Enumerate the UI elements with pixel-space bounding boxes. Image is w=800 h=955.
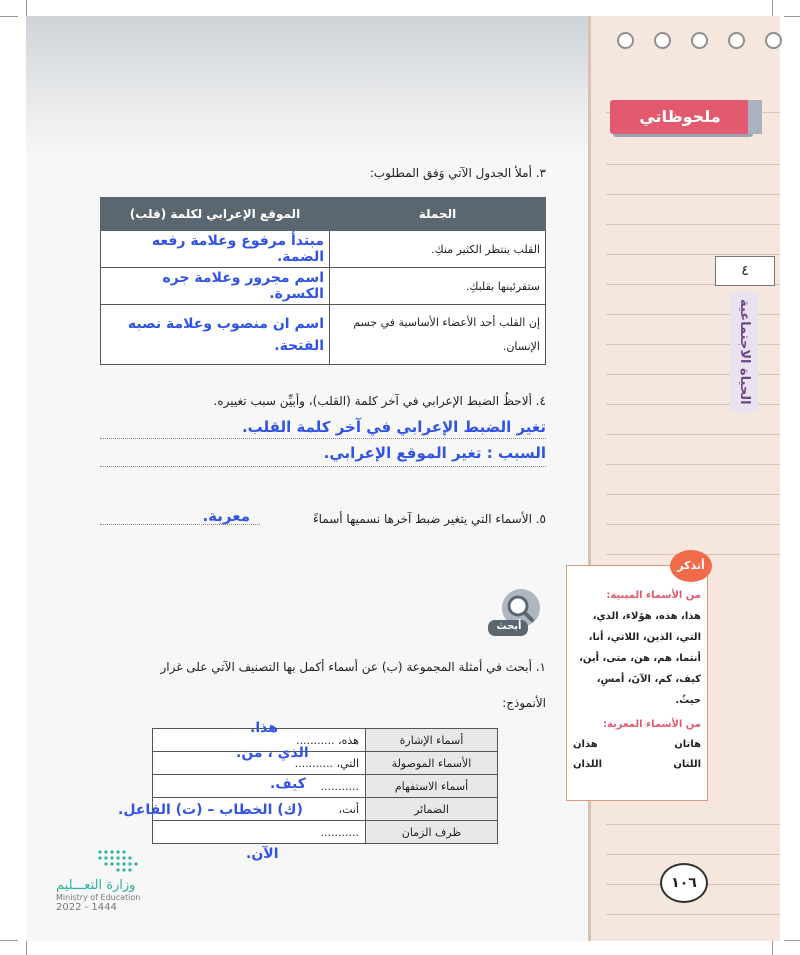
- category-cell: أسماء الإشارة: [366, 729, 498, 752]
- header-gradient: [26, 16, 588, 156]
- remember-box: [566, 565, 708, 801]
- given-cell: هذه، ...........: [153, 729, 366, 752]
- unit-name-tab: الحياة الاجتماعية: [730, 292, 758, 412]
- question-5-answer[interactable]: معربة.: [202, 507, 250, 525]
- category-cell: ظرف الزمان: [366, 821, 498, 844]
- answer-pronouns[interactable]: (ك) الخطاب – (ت) الفاعل.: [118, 802, 303, 818]
- category-cell: الأسماء الموصولة: [366, 752, 498, 775]
- question-5-title: ٥. الأسماء التي يتغير ضبط آخرها نسميها أسماءً: [312, 512, 546, 526]
- parsing-table: [100, 197, 546, 365]
- notes-title: ملحوظاتي: [610, 100, 750, 134]
- given-cell: ...........: [153, 775, 366, 798]
- ministry-name-arabic: وزارة التعـــليم: [56, 878, 136, 893]
- search-question-line-2: الأنموذج:: [502, 696, 546, 710]
- ministry-name-english: Ministry of Education: [56, 893, 141, 902]
- binder-hole: [728, 32, 745, 49]
- sentence-cell: ستقرئينها بقلبكِ.: [330, 268, 546, 305]
- table-row: [153, 821, 498, 844]
- notes-margin: [588, 16, 780, 941]
- search-badge-label: أبحث: [496, 621, 522, 632]
- question-3-title: ٣. أملأ الجدول الآتي وَفق المطلوب:: [369, 166, 546, 180]
- classification-table: [152, 728, 498, 844]
- answer-cell[interactable]: مبتدأ مرفوع وعلامة رفعه الضمة.: [101, 231, 330, 268]
- category-cell: الضمائر: [366, 798, 498, 821]
- answer-cell[interactable]: اسم مجرور وعلامة جره الكسرة.: [101, 268, 330, 305]
- ministry-logo: [56, 848, 166, 913]
- unit-number: ٤: [715, 256, 775, 286]
- category-cell: أسماء الاستفهام: [366, 775, 498, 798]
- declined-pair: هاتان هذان: [573, 739, 701, 750]
- question-4-answer-line-1[interactable]: تغير الضبط الإعرابي في آخر كلمة القلب.: [241, 418, 546, 436]
- question-4-answer-line-2[interactable]: السبب : تغير الموقع الإعرابي.: [323, 444, 546, 462]
- declined-names-title: من الأسماء المعربة:: [602, 719, 701, 730]
- binder-hole: [765, 32, 782, 49]
- answer-demonstrative[interactable]: هذا.: [250, 720, 278, 736]
- answer-interrogative[interactable]: كيف.: [270, 776, 306, 792]
- table-row: [101, 231, 546, 268]
- binder-hole: [654, 32, 671, 49]
- built-names-list: هذا، هذه، هؤلاء، الذي، التي، الذين، اللاتي، أنا، أنتما، هم، هن، متى، أين، كيف، كم، الآنَ، أمسِ، حيثُ.: [579, 611, 701, 706]
- sentence-cell: إن القلب أحد الأعضاء الأساسية في جسم الإنسان.: [330, 305, 546, 365]
- sentence-cell: القلب ينتظر الكثير منكِ.: [330, 231, 546, 268]
- page-number: ١٠٦: [660, 863, 708, 903]
- answer-relative[interactable]: الذي ، من.: [236, 745, 309, 761]
- binder-hole: [617, 32, 634, 49]
- table-row: [101, 305, 546, 365]
- table-row: [153, 775, 498, 798]
- given-cell: التي، ...........: [153, 752, 366, 775]
- table-row: [101, 268, 546, 305]
- question-4-title: ٤. ألاحظُ الضبط الإعرابي في آخر كلمة (القلب)، وأبيِّن سبب تغييره.: [213, 394, 546, 408]
- column-header-position: الموقع الإعرابي لكلمة (قلب): [101, 198, 330, 231]
- table-row: [153, 729, 498, 752]
- given-cell: ...........: [153, 821, 366, 844]
- ministry-emblem-icon: [96, 848, 182, 878]
- built-names-title: من الأسماء المبنية:: [606, 590, 701, 601]
- answer-cell[interactable]: اسم ان منصوب وعلامة نصبه الفتحة.: [101, 305, 330, 365]
- remember-badge: أتذكر: [670, 550, 712, 582]
- answer-time-adverb[interactable]: الآن.: [246, 846, 279, 862]
- table-row: [153, 752, 498, 775]
- column-header-sentence: الجملة: [330, 198, 546, 231]
- given-cell: أنت،: [153, 798, 366, 821]
- binder-hole: [691, 32, 708, 49]
- search-question-line-1: ١. أبحث في أمثلة المجموعة (ب) عن أسماء أكمل بها التصنيف الآتي على غرار: [160, 660, 546, 674]
- edition-year: 2022 - 1444: [56, 902, 117, 913]
- declined-pair: اللتان اللذان: [573, 759, 701, 770]
